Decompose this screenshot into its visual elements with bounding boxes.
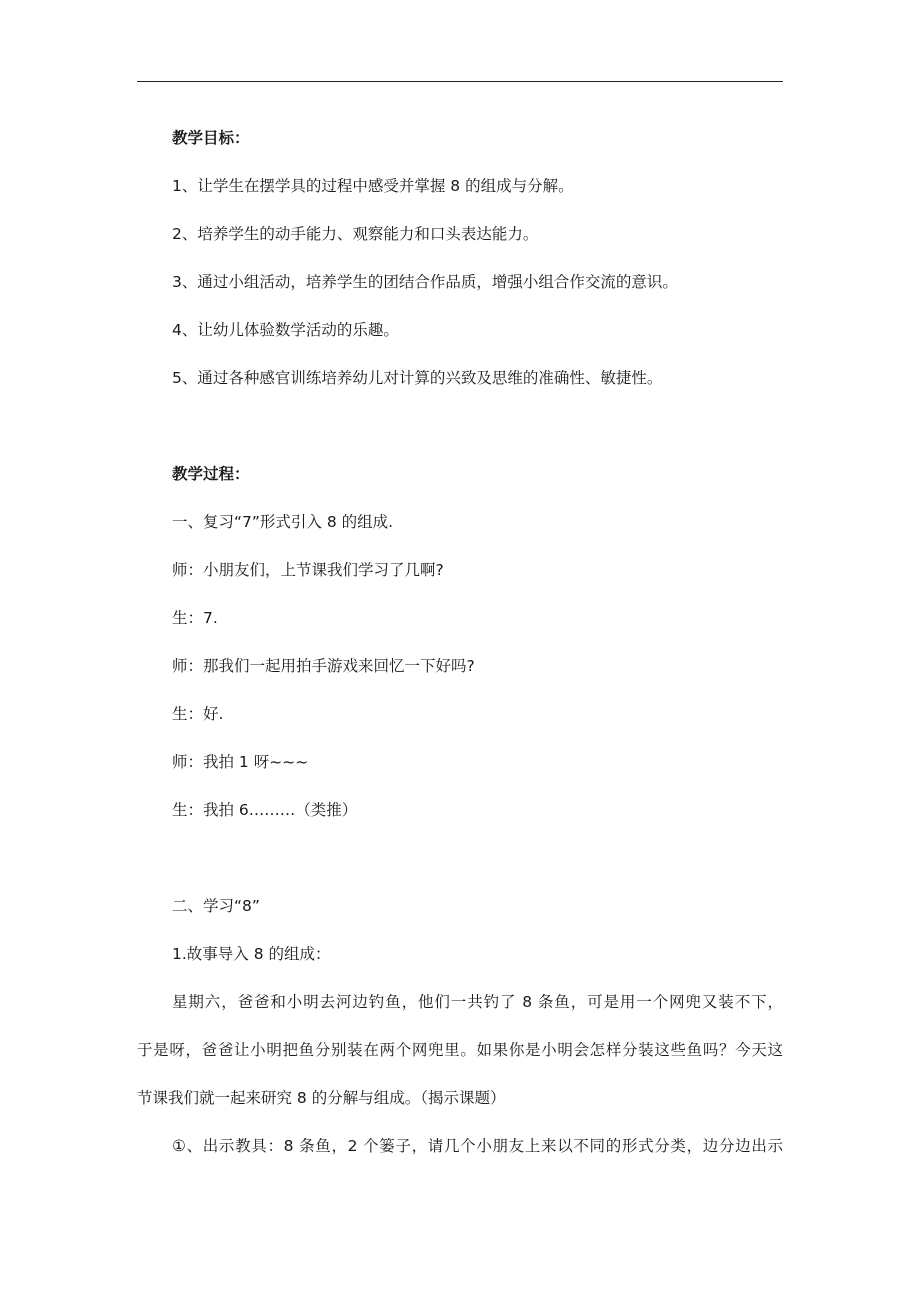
step-paragraph-line: ①、出示教具：8 条鱼，2 个篓子，请几个小朋友上来以不同的形式分类，边分边出示 [172, 1137, 783, 1155]
process-heading: 教学过程： [172, 465, 250, 483]
goal-item: 5、通过各种感官训练培养幼儿对计算的兴致及思维的准确性、敏捷性。 [172, 369, 663, 387]
story-paragraph-line: 节课我们就一起来研究 8 的分解与组成。（揭示课题） [137, 1089, 506, 1107]
dialogue-line: 生：7. [172, 609, 218, 627]
dialogue-line: 生：好. [172, 705, 224, 723]
section-title: 一、复习“7”形式引入 8 的组成. [172, 513, 394, 531]
subsection-title: 1.故事导入 8 的组成： [172, 945, 331, 963]
dialogue-line: 生：我拍 6………（类推） [172, 801, 358, 819]
story-paragraph-line: 星期六，爸爸和小明去河边钓鱼，他们一共钓了 8 条鱼，可是用一个网兜又装不下， [172, 993, 783, 1011]
dialogue-line: 师：小朋友们，上节课我们学习了几啊? [172, 561, 444, 579]
header-rule [137, 81, 783, 82]
dialogue-line: 师：我拍 1 呀~~~ [172, 753, 309, 771]
goal-item: 3、通过小组活动，培养学生的团结合作品质，增强小组合作交流的意识。 [172, 273, 678, 291]
goal-item: 1、让学生在摆学具的过程中感受并掌握 8 的组成与分解。 [172, 177, 574, 195]
section-title: 二、学习“8” [172, 897, 260, 915]
goal-item: 2、培养学生的动手能力、观察能力和口头表达能力。 [172, 225, 539, 243]
goal-item: 4、让幼儿体验数学活动的乐趣。 [172, 321, 399, 339]
story-paragraph-line: 于是呀，爸爸让小明把鱼分别装在两个网兜里。如果你是小明会怎样分装这些鱼吗？今天这 [137, 1041, 783, 1059]
goals-heading: 教学目标： [172, 129, 250, 147]
dialogue-line: 师：那我们一起用拍手游戏来回忆一下好吗? [172, 657, 475, 675]
